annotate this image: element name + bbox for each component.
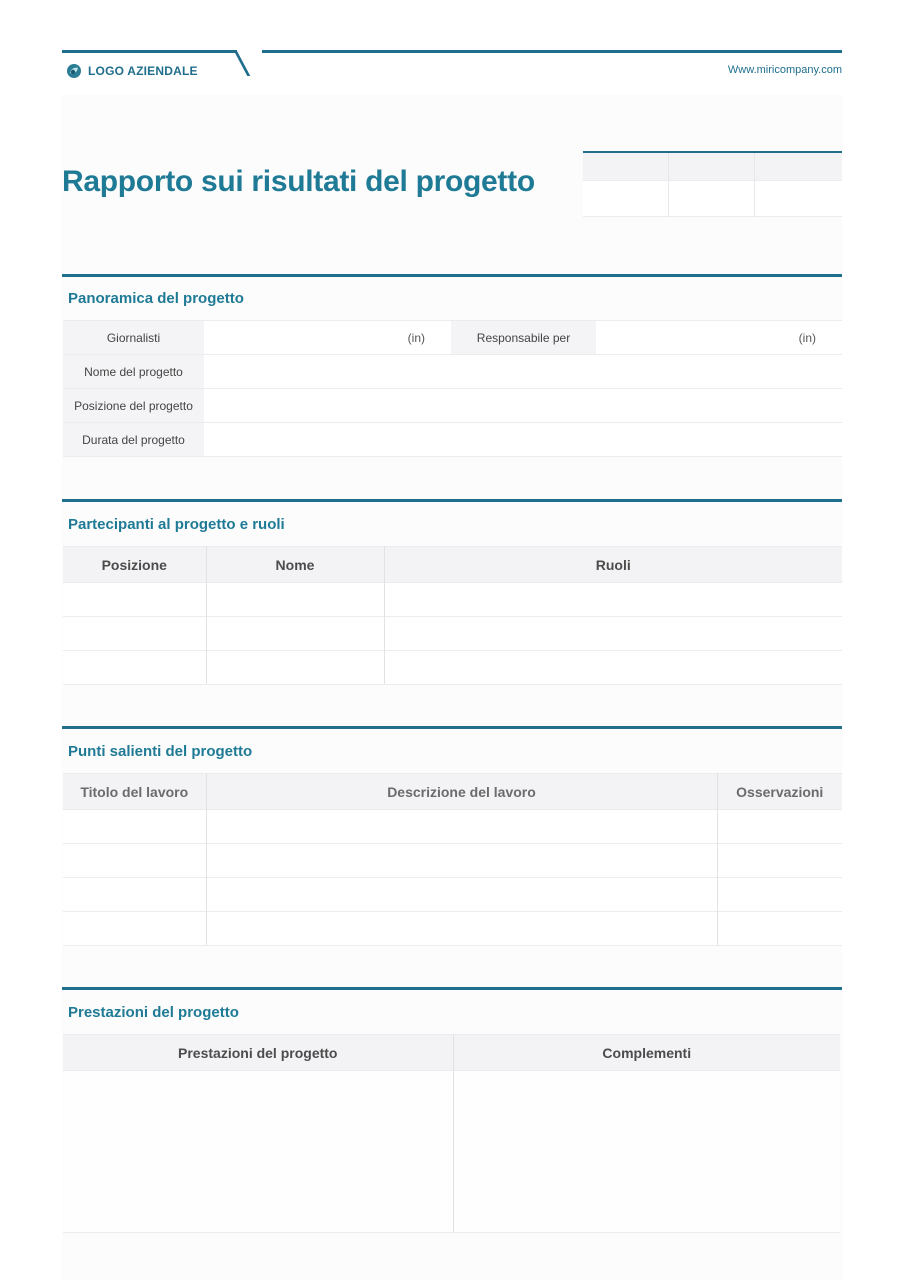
table-cell[interactable]	[206, 810, 717, 844]
column-header-roles: Ruoli	[384, 547, 842, 583]
participants-table	[63, 546, 842, 685]
table-row	[63, 651, 842, 685]
overview-rule	[62, 274, 842, 277]
info-box-header-cell[interactable]	[669, 153, 755, 181]
project-duration-label: Durata del progetto	[63, 423, 204, 457]
project-position-label: Posizione del progetto	[63, 389, 204, 423]
reporters-unit: (in)	[407, 330, 425, 345]
table-cell[interactable]	[717, 878, 842, 912]
table-cell[interactable]	[206, 651, 384, 685]
table-cell[interactable]	[63, 878, 206, 912]
table-header-row	[63, 774, 842, 810]
column-header-performance: Prestazioni del progetto	[63, 1035, 453, 1071]
info-box-header-cell[interactable]	[755, 153, 842, 181]
project-duration-field[interactable]	[204, 423, 842, 457]
header-rule-slant	[234, 51, 250, 76]
table-cell[interactable]	[63, 651, 206, 685]
info-box-value-cell[interactable]	[669, 181, 755, 217]
table-row	[63, 423, 842, 457]
table-cell[interactable]	[63, 617, 206, 651]
table-header-row	[63, 1035, 840, 1071]
overview-heading: Panoramica del progetto	[68, 290, 244, 307]
participants-rule	[62, 499, 842, 502]
responsible-label: Responsabile per	[451, 321, 596, 355]
table-cell[interactable]	[384, 583, 842, 617]
performance-table	[63, 1034, 840, 1233]
table-cell[interactable]	[206, 844, 717, 878]
highlights-rule	[62, 726, 842, 729]
project-position-field[interactable]	[204, 389, 842, 423]
performance-text-area[interactable]	[63, 1071, 453, 1233]
performance-rule	[62, 987, 842, 990]
table-cell[interactable]	[384, 651, 842, 685]
table-cell[interactable]	[63, 810, 206, 844]
table-row	[63, 617, 842, 651]
table-row	[63, 1071, 840, 1233]
table-cell[interactable]	[206, 878, 717, 912]
table-row	[63, 355, 842, 389]
table-cell[interactable]	[206, 583, 384, 617]
info-box-table	[583, 151, 842, 217]
table-row	[63, 810, 842, 844]
highlights-table	[63, 773, 842, 946]
column-header-position: Posizione	[63, 547, 206, 583]
logo-text: LOGO AZIENDALE	[88, 64, 198, 78]
table-row	[63, 583, 842, 617]
column-header-complements: Complementi	[453, 1035, 840, 1071]
table-cell[interactable]	[717, 844, 842, 878]
table-cell[interactable]	[384, 617, 842, 651]
performance-heading: Prestazioni del progetto	[68, 1004, 239, 1021]
column-header-name: Nome	[206, 547, 384, 583]
table-row	[63, 844, 842, 878]
table-cell[interactable]	[206, 617, 384, 651]
project-name-field[interactable]	[204, 355, 842, 389]
responsible-unit: (in)	[798, 330, 816, 345]
table-cell[interactable]	[717, 912, 842, 946]
table-row	[63, 321, 842, 355]
table-row	[63, 389, 842, 423]
company-website-link[interactable]: Www.miricompany.com	[727, 64, 842, 76]
highlights-heading: Punti salienti del progetto	[68, 743, 253, 760]
column-header-job-title: Titolo del lavoro	[63, 774, 206, 810]
project-name-label: Nome del progetto	[63, 355, 204, 389]
table-cell[interactable]	[717, 810, 842, 844]
header-rule-right	[262, 50, 842, 53]
reporters-field[interactable]	[204, 321, 451, 355]
company-logo	[66, 63, 198, 79]
table-cell[interactable]	[63, 844, 206, 878]
info-box-value-cell[interactable]	[583, 181, 669, 217]
overview-table	[63, 320, 842, 457]
table-row	[63, 912, 842, 946]
table-header-row	[63, 547, 842, 583]
header-rule-left	[62, 50, 237, 53]
table-row	[63, 878, 842, 912]
info-box-header-cell[interactable]	[583, 153, 669, 181]
info-box-value-cell[interactable]	[755, 181, 842, 217]
column-header-job-description: Descrizione del lavoro	[206, 774, 717, 810]
participants-heading: Partecipanti al progetto e ruoli	[68, 516, 285, 533]
reporters-label: Giornalisti	[63, 321, 204, 355]
page-title: Rapporto sui risultati del progetto	[62, 165, 535, 198]
table-cell[interactable]	[63, 583, 206, 617]
table-cell[interactable]	[206, 912, 717, 946]
leaf-icon	[66, 63, 82, 79]
complements-text-area[interactable]	[453, 1071, 840, 1233]
table-cell[interactable]	[63, 912, 206, 946]
column-header-observations: Osservazioni	[717, 774, 842, 810]
responsible-field[interactable]	[596, 321, 842, 355]
